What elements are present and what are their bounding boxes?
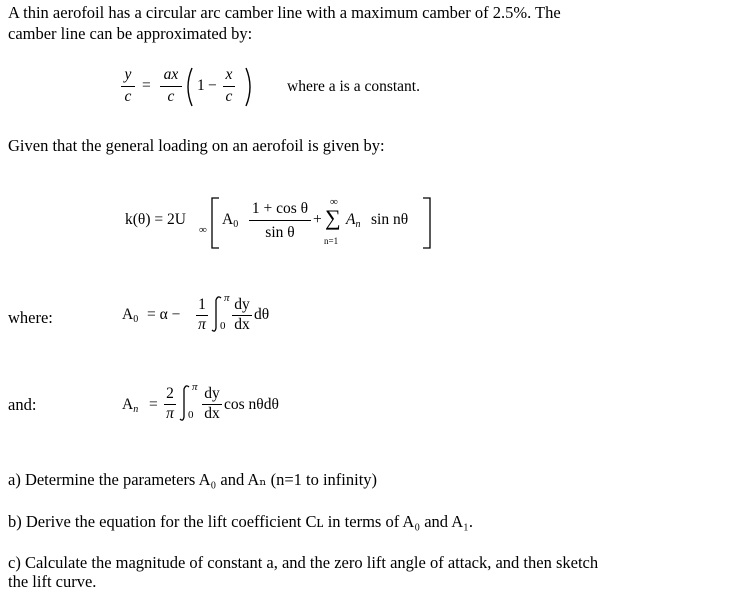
question-c-line-1: c) Calculate the magnitude of constant a, and the zero lift angle of attack, and then sketch (8, 553, 599, 572)
loading-plus: + (313, 211, 322, 228)
loading-An (346, 211, 360, 230)
A0-lhs-letter: A (122, 306, 134, 323)
sum-lower-limit: n=1 (324, 236, 339, 246)
loading-A0-sub: 0 (233, 219, 239, 230)
camber-note: where a is a constant. (287, 78, 420, 95)
loading-A0 (222, 211, 238, 230)
camber-coef-den: c (167, 88, 175, 105)
fraction-bar (249, 220, 311, 221)
sum-upper-limit: ∞ (330, 196, 338, 208)
An-lhs-letter: A (122, 396, 134, 413)
A0-frac-num: 1 (198, 296, 206, 313)
A0-dtheta: dθ (254, 306, 270, 323)
A0-rhs-start: = α − (147, 306, 181, 323)
camber-parentheses (182, 64, 262, 110)
loading-A0-letter: A (222, 211, 234, 228)
A0-dx: dx (234, 316, 250, 333)
loading-frac-num: 1 + cos θ (251, 200, 309, 217)
camber-x-num: x (225, 66, 233, 83)
loading-frac-den: sin θ (265, 224, 295, 241)
A0-lhs-sub: 0 (133, 314, 139, 325)
A0-int-upper: π (224, 292, 230, 304)
An-equals: = (149, 396, 158, 413)
An-dx: dx (204, 405, 220, 422)
camber-coef-num: ax (163, 66, 179, 83)
A0-frac-den: π (198, 316, 206, 333)
loading-intro: Given that the general loading on an aerofoil is given by: (8, 136, 385, 155)
A0-lhs (122, 306, 138, 325)
camber-lhs-num: y (124, 66, 132, 83)
left-bracket-icon (208, 196, 222, 250)
intro-line-2: camber line can be approximated by: (8, 24, 253, 43)
and-label: and: (8, 395, 37, 414)
An-dy: dy (204, 385, 220, 402)
camber-x-den: c (225, 88, 233, 105)
intro-line-1: A thin aerofoil has a circular arc camber line with a maximum camber of 2.5%. The (8, 3, 561, 22)
An-int-lower: 0 (188, 409, 194, 421)
loading-An-sub: n (355, 219, 361, 230)
fraction-bar (121, 86, 135, 87)
where-label: where: (8, 308, 53, 327)
question-a: a) Determine the parameters A₀ and Aₙ (n=1 to infinity) (8, 470, 378, 489)
loading-k-lhs: k(θ) = 2U (125, 211, 186, 228)
sum-sign: ∑ (325, 205, 341, 230)
An-tail: cos nθdθ (224, 396, 279, 413)
An-lhs-sub: n (133, 404, 139, 415)
loading-tail: sin nθ (371, 211, 409, 228)
loading-An-letter: A (346, 211, 356, 228)
A0-int-lower: 0 (220, 320, 226, 332)
right-bracket-icon (420, 196, 434, 250)
loading-inf-sub: ∞ (199, 224, 207, 236)
An-frac-num: 2 (166, 385, 174, 402)
An-int-upper: π (192, 381, 198, 393)
An-frac-den: π (166, 405, 174, 422)
A0-dy: dy (234, 296, 250, 313)
An-lhs (122, 396, 138, 415)
fraction-bar (160, 86, 182, 87)
question-b: b) Derive the equation for the lift coefficient Cʟ in terms of A₀ and A₁. (8, 512, 474, 531)
camber-lhs-den: c (124, 88, 132, 105)
question-c-line-2: the lift curve. (8, 572, 97, 591)
camber-equals: = (142, 77, 151, 94)
camber-minus: − (208, 77, 217, 94)
fraction-bar (223, 86, 235, 87)
camber-one: 1 (197, 77, 205, 94)
